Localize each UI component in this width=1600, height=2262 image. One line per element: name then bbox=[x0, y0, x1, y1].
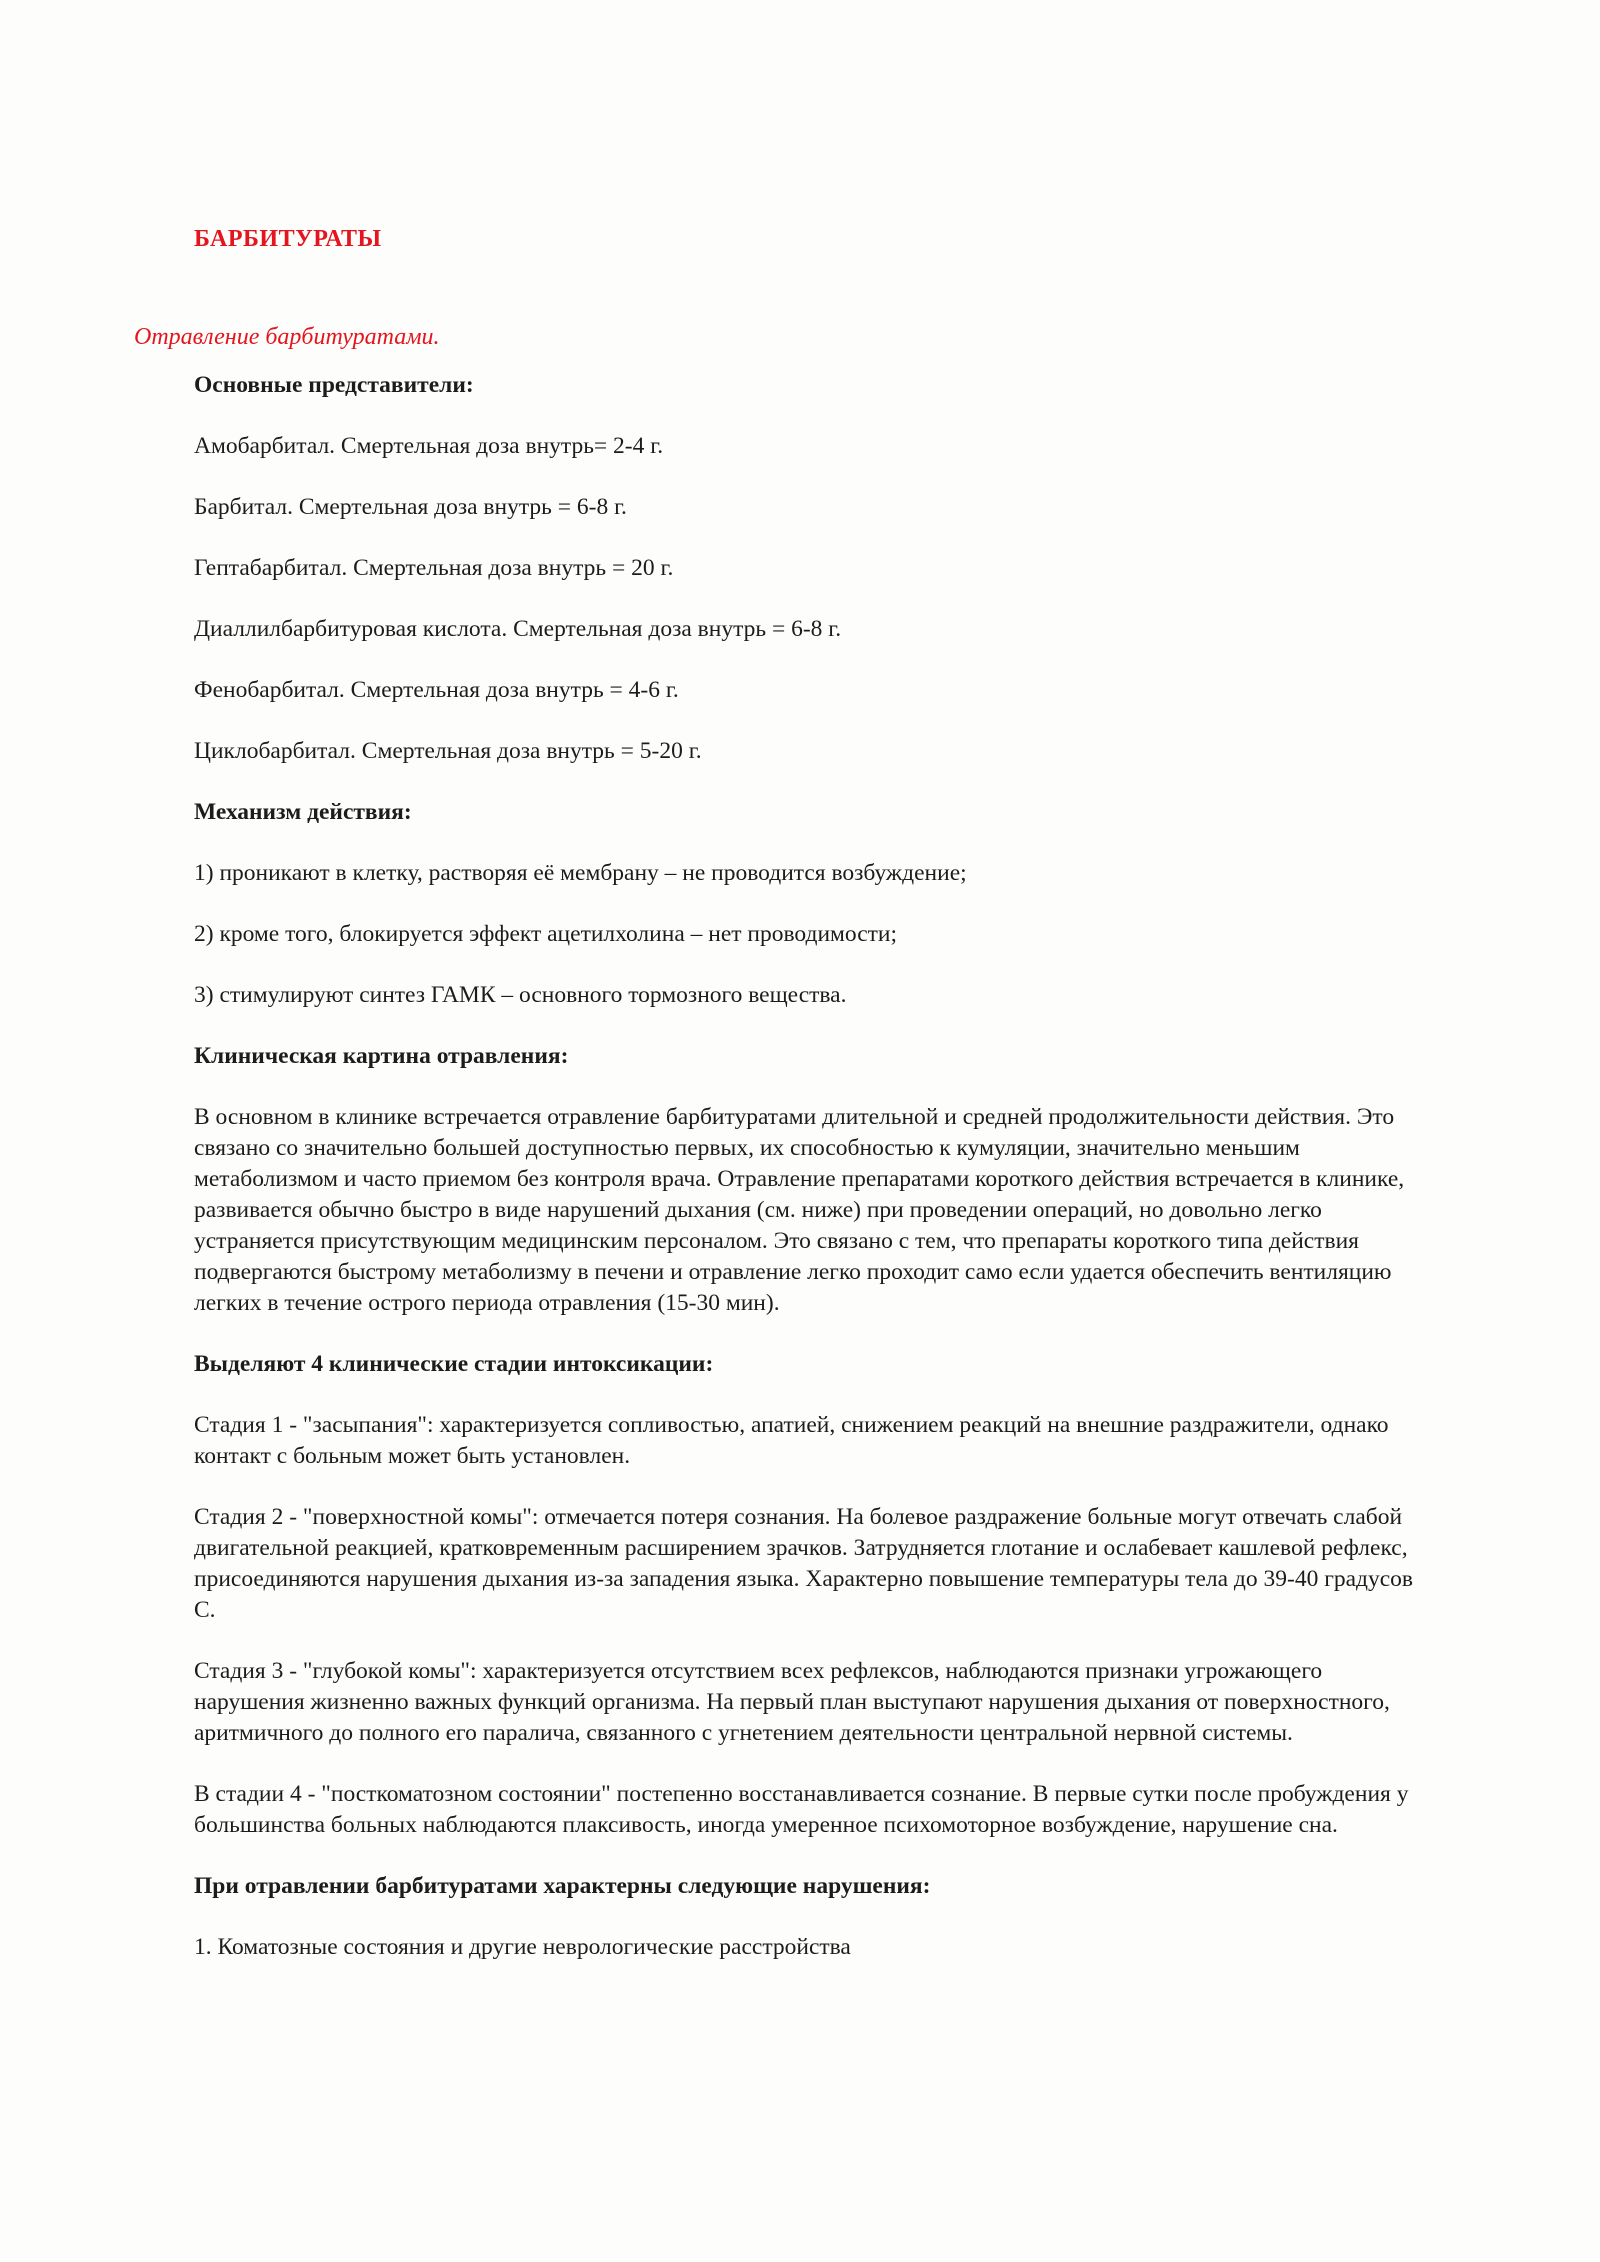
paragraph: 1) проникают в клетку, растворяя её мембрану – не проводится возбуждение; bbox=[194, 860, 967, 886]
paragraph: В стадии 4 - "посткоматозном состоянии" постепенно восстанавливается сознание. В первые сутки после пробуждения у большинства больных наблюдаются плаксивость, иногда умеренное психомоторное возбуждение, нарушение сна. bbox=[194, 1781, 1409, 1838]
paragraph: Стадия 3 - "глубокой комы": характеризуется отсутствием всех рефлексов, наблюдаются признаки угрожающего нарушения жизненно важных функций организма. На первый план выступают нарушения дыхания от поверхностного, аритмичного до полного его паралича, связанного с угнетением деятельности центральной нервной системы. bbox=[194, 1658, 1390, 1746]
paragraph: Фенобарбитал. Смертельная доза внутрь = 4-6 г. bbox=[194, 677, 679, 703]
document-title: БАРБИТУРАТЫ bbox=[194, 226, 382, 252]
document-subtitle: Отравление барбитуратами. bbox=[134, 324, 440, 350]
paragraph: Циклобарбитал. Смертельная доза внутрь = 5-20 г. bbox=[194, 738, 702, 764]
paragraph: Стадия 2 - "поверхностной комы": отмечается потеря сознания. На болевое раздражение больные могут отвечать слабой двигательной реакцией, кратковременным расширением зрачков. Затрудняется глотание и ослабевает кашлевой рефлекс, присоединяются нарушения дыхания из-за западения языка. Характерно повышение температуры тела до 39-40 градусов С. bbox=[194, 1504, 1413, 1623]
section-heading: Основные представители: bbox=[194, 372, 474, 398]
paragraph: Барбитал. Смертельная доза внутрь = 6-8 г. bbox=[194, 494, 627, 520]
paragraph: 2) кроме того, блокируется эффект ацетилхолина – нет проводимости; bbox=[194, 921, 898, 947]
paragraph: Стадия 1 - "засыпания": характеризуется сопливостью, апатией, снижением реакций на внешние раздражители, однако контакт с больным может быть установлен. bbox=[194, 1412, 1389, 1469]
paragraph: Диаллилбарбитуровая кислота. Смертельная доза внутрь = 6-8 г. bbox=[194, 616, 842, 642]
paragraph: Амобарбитал. Смертельная доза внутрь= 2-4 г. bbox=[194, 433, 664, 459]
section-heading: Выделяют 4 клинические стадии интоксикации: bbox=[194, 1351, 714, 1377]
section-heading: Механизм действия: bbox=[194, 799, 412, 825]
paragraph: 1. Коматозные состояния и другие неврологические расстройства bbox=[194, 1934, 851, 1960]
paragraph: В основном в клинике встречается отравление барбитуратами длительной и средней продолжительности действия. Это связано со значительно большей доступностью первых, их способностью к кумуляции, значительно меньшим метаболизмом и часто приемом без контроля врача. Отравление препаратами короткого действия встречается в клинике, развивается обычно быстро в виде нарушений дыхания (см. ниже) при проведении операций, но довольно легко устраняется присутствующим медицинским персоналом. Это связано с тем, что препараты короткого типа действия подвергаются быстрому метаболизму в печени и отравление легко проходит само если удается обеспечить вентиляцию легких в течение острого периода отравления (15-30 мин). bbox=[194, 1104, 1405, 1316]
section-heading: Клиническая картина отравления: bbox=[194, 1043, 569, 1069]
document-body bbox=[194, 370, 1434, 1993]
paragraph: Гептабарбитал. Смертельная доза внутрь = 20 г. bbox=[194, 555, 674, 581]
paragraph: 3) стимулируют синтез ГАМК – основного тормозного вещества. bbox=[194, 982, 847, 1008]
section-heading: При отравлении барбитуратами характерны следующие нарушения: bbox=[194, 1873, 931, 1899]
